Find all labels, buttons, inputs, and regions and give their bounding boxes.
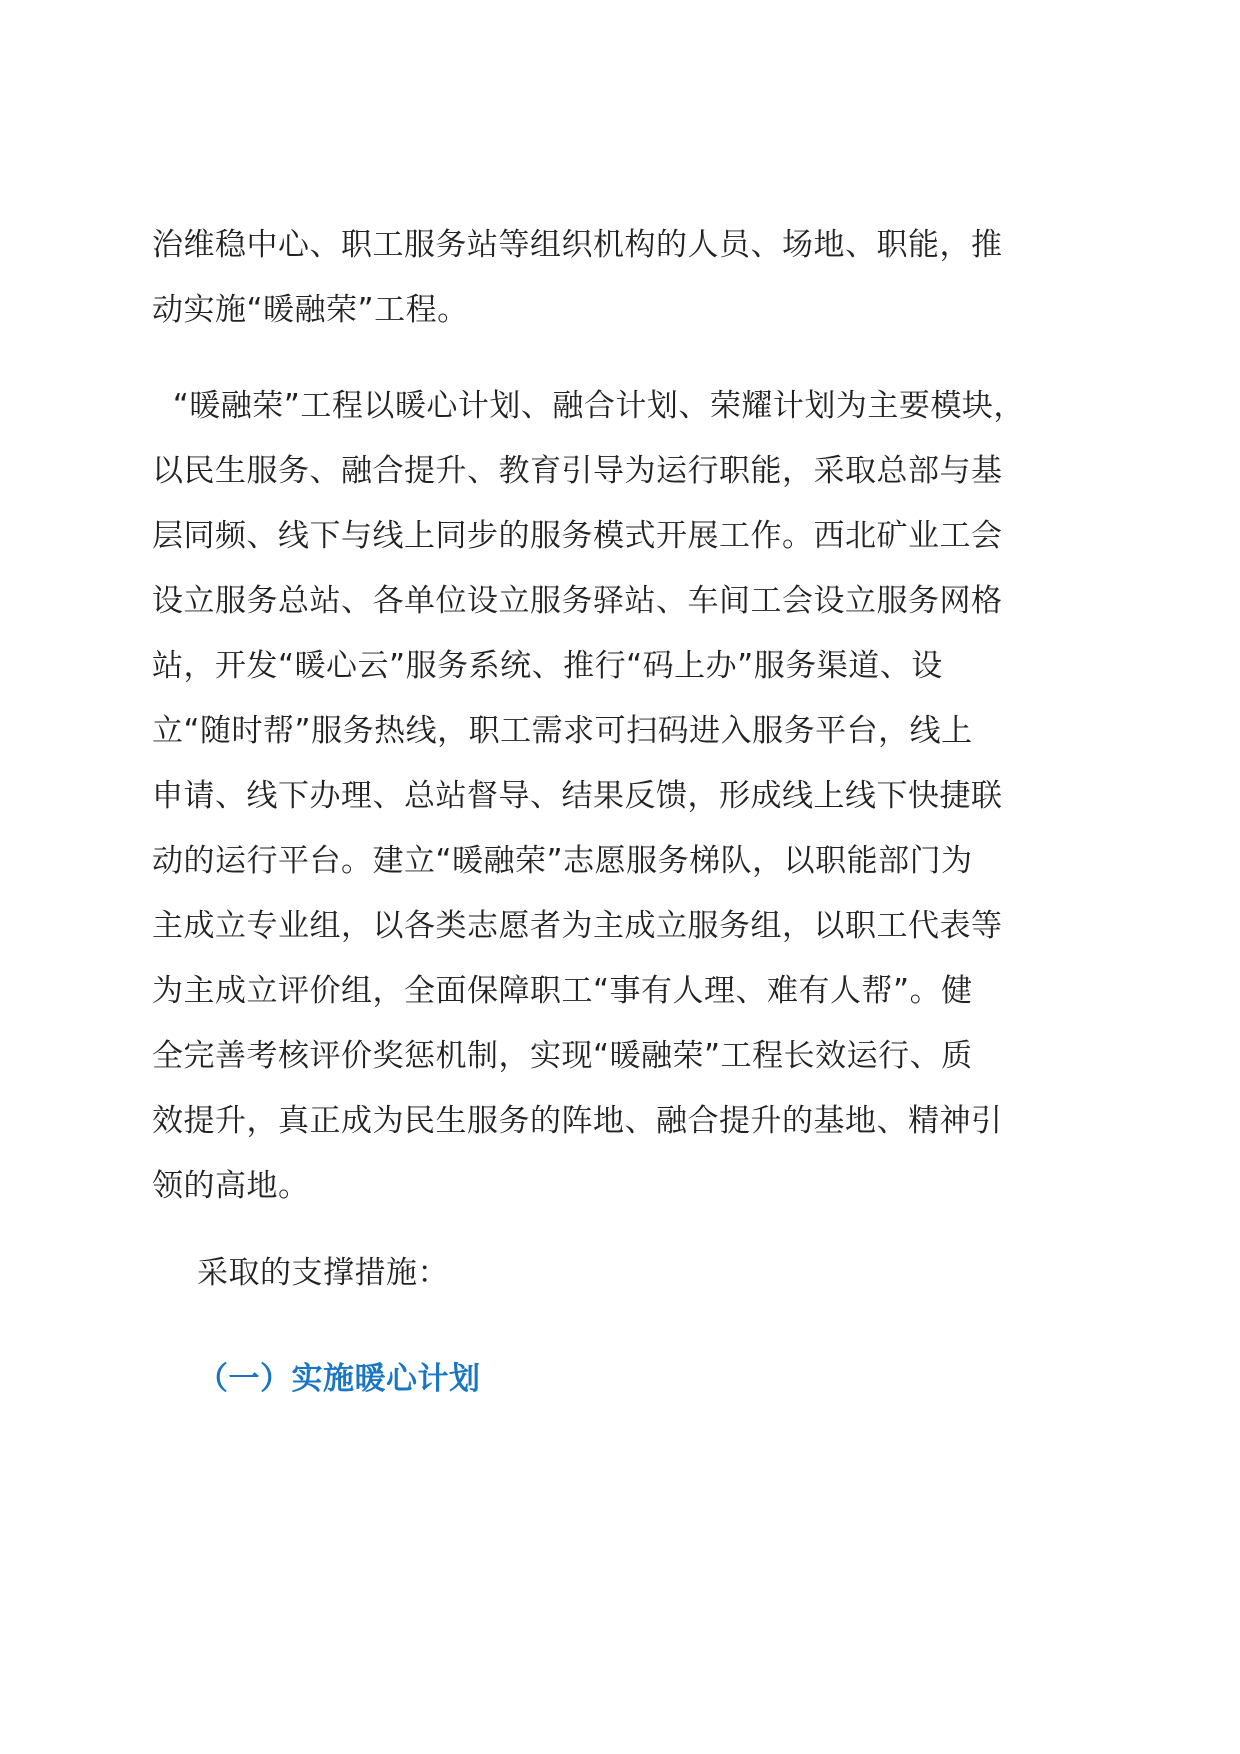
paragraph-line: 采取的支撑措施： bbox=[197, 1255, 449, 1291]
paragraph-line: “暖融荣”工程以暖心计划、融合计划、荣耀计划为主要模块， bbox=[152, 388, 1025, 424]
paragraph-line: 以民生服务、融合提升、教育引导为运行职能，采取总部与基 bbox=[152, 453, 1003, 489]
paragraph-line: 领的高地。 bbox=[152, 1168, 310, 1204]
paragraph-line: 动的运行平台。建立“暖融荣”志愿服务梯队，以职能部门为 bbox=[152, 843, 973, 879]
paragraph-line: 全完善考核评价奖惩机制，实现“暖融荣”工程长效运行、质 bbox=[152, 1038, 973, 1074]
paragraph-line: 效提升，真正成为民生服务的阵地、融合提升的基地、精神引 bbox=[152, 1103, 1003, 1139]
paragraph-3 bbox=[197, 1241, 1107, 1306]
paragraph-line: 为主成立评价组，全面保障职工“事有人理、难有人帮”。健 bbox=[152, 973, 973, 1009]
paragraph-2 bbox=[152, 374, 1062, 1219]
paragraph-line: 层同频、线下与线上同步的服务模式开展工作。西北矿业工会 bbox=[152, 518, 1003, 554]
paragraph-line: 申请、线下办理、总站督导、结果反馈，形成线上线下快捷联 bbox=[152, 778, 1003, 814]
paragraph-line: 立“随时帮”服务热线，职工需求可扫码进入服务平台，线上 bbox=[152, 713, 973, 749]
paragraph-1 bbox=[152, 213, 1062, 343]
paragraph-line: 站，开发“暖心云”服务系统、推行“码上办”服务渠道、设 bbox=[152, 648, 943, 684]
paragraph-line: 主成立专业组，以各类志愿者为主成立服务组，以职工代表等 bbox=[152, 908, 1003, 944]
paragraph-line: 设立服务总站、各单位设立服务驿站、车间工会设立服务网格 bbox=[152, 583, 1003, 619]
paragraph-line: 治维稳中心、职工服务站等组织机构的人员、场地、职能，推 bbox=[152, 227, 1003, 263]
section-heading: （一）实施暖心计划 bbox=[197, 1361, 481, 1397]
paragraph-line: 动实施“暖融荣”工程。 bbox=[152, 292, 469, 328]
